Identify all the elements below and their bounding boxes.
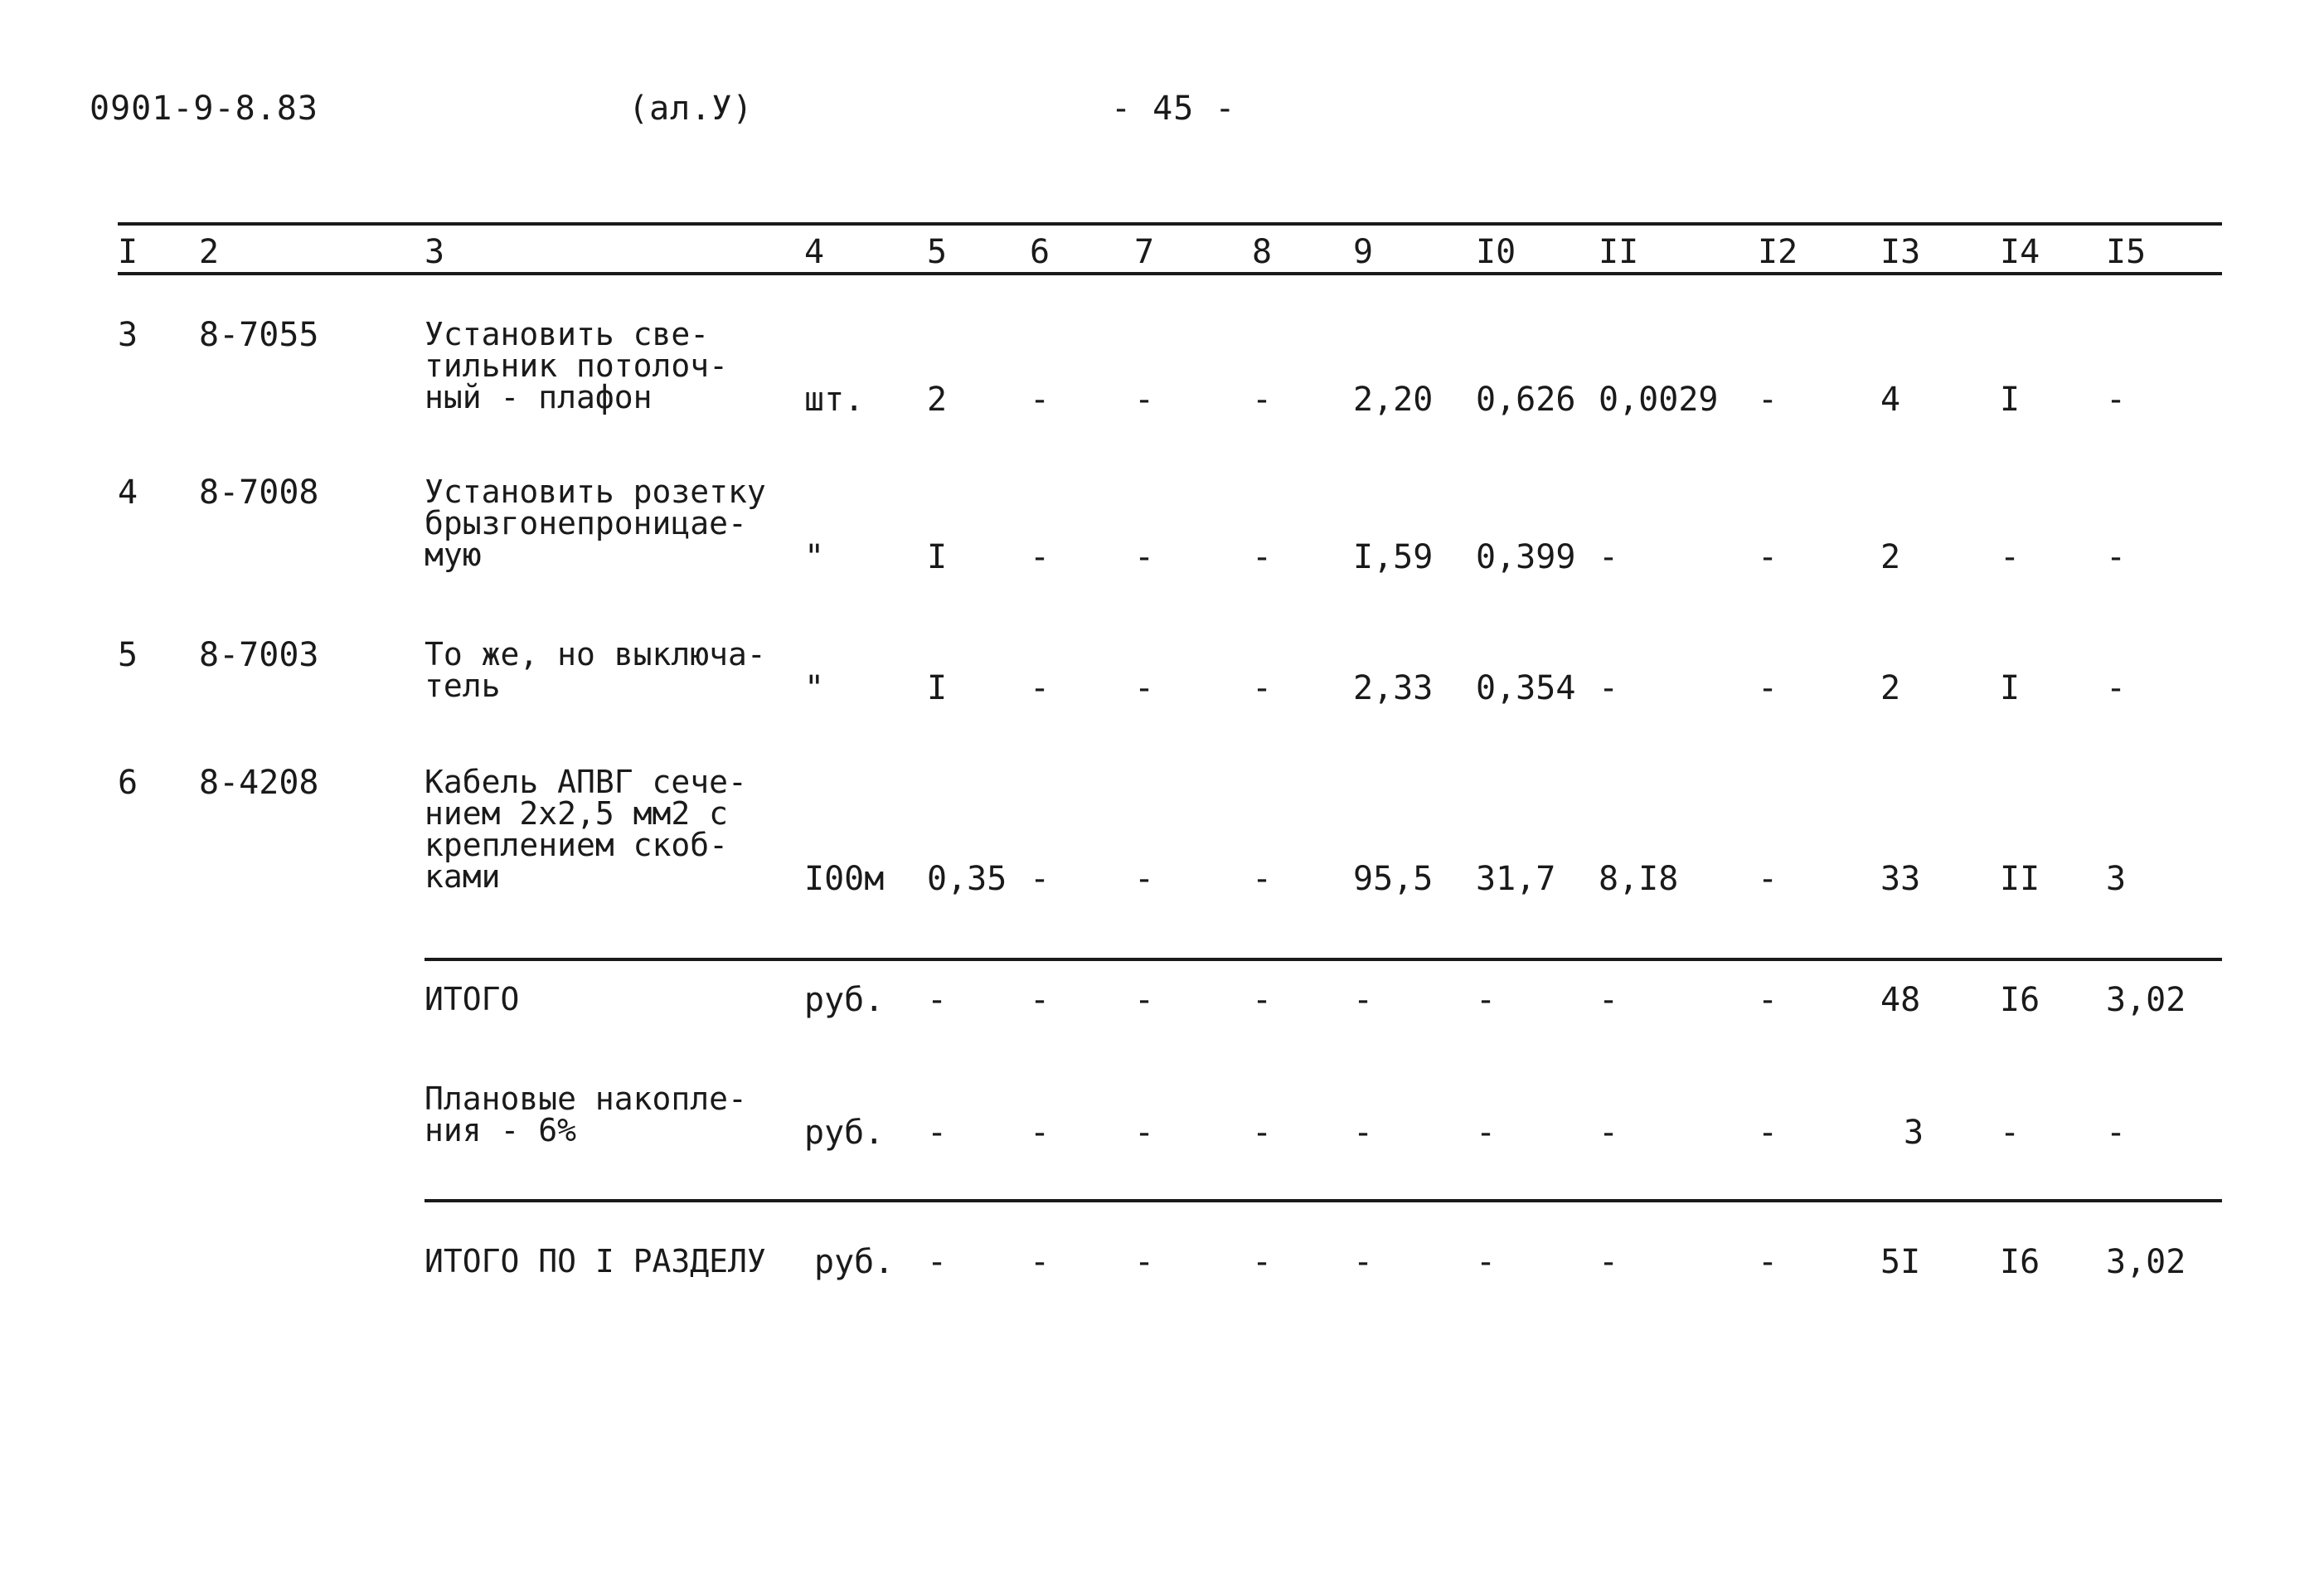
cell-col6: - xyxy=(1030,381,1050,419)
cell-col5: - xyxy=(927,981,948,1019)
cell-col9: 95,5 xyxy=(1353,860,1434,898)
subtotal-rule xyxy=(425,958,2222,961)
cell-col6: - xyxy=(1030,981,1050,1019)
cell-col10: 0,399 xyxy=(1476,538,1576,576)
subtotal-label: ИТОГО xyxy=(425,981,520,1017)
cell-col9: 2,20 xyxy=(1353,381,1434,419)
cell-col15: 3,02 xyxy=(2106,1243,2186,1281)
cell-col9: - xyxy=(1353,1243,1374,1281)
unit: шт. xyxy=(804,381,865,419)
column-header-12: I2 xyxy=(1758,233,1798,271)
cell-col14: I6 xyxy=(2000,1243,2040,1281)
work-description: Установить розетку брызгонепроницае- мую xyxy=(425,473,766,573)
cell-col9: I,59 xyxy=(1353,538,1434,576)
cell-col7: - xyxy=(1134,1243,1155,1281)
cell-col9: - xyxy=(1353,1114,1374,1152)
column-header-10: I0 xyxy=(1476,233,1516,271)
quantity: I xyxy=(927,669,948,707)
quantity: I xyxy=(927,538,948,576)
cell-col11: - xyxy=(1599,981,1619,1019)
section-total-rule xyxy=(425,1199,2222,1202)
cell-col8: - xyxy=(1252,669,1273,707)
cell-col10: 31,7 xyxy=(1476,860,1556,898)
cell-col14: II xyxy=(2000,860,2040,898)
cell-col13: 48 xyxy=(1880,981,1921,1019)
cell-col12: - xyxy=(1758,1243,1778,1281)
cell-col14: I xyxy=(2000,669,2021,707)
section-total-label: ИТОГО ПО I РАЗДЕЛУ xyxy=(425,1243,766,1280)
cell-col15: - xyxy=(2106,538,2127,576)
cell-col10: - xyxy=(1476,1114,1497,1152)
work-description: То же, но выключа- тель xyxy=(425,636,766,704)
cell-col12: - xyxy=(1758,860,1778,898)
rate-code: 8-4208 xyxy=(199,764,319,802)
cell-col12: - xyxy=(1758,1114,1778,1152)
cell-col14: - xyxy=(2000,1114,2021,1152)
cell-col10: 0,354 xyxy=(1476,669,1576,707)
cell-col5: - xyxy=(927,1243,948,1281)
quantity: 0,35 xyxy=(927,860,1007,898)
unit: " xyxy=(804,538,825,576)
table-header-rule xyxy=(118,272,2222,275)
cell-col15: 3 xyxy=(2106,860,2127,898)
cell-col7: - xyxy=(1134,1114,1155,1152)
column-header-13: I3 xyxy=(1880,233,1921,271)
column-header-11: II xyxy=(1599,233,1639,271)
cell-col9: 2,33 xyxy=(1353,669,1434,707)
unit: руб. xyxy=(804,981,885,1019)
column-header-9: 9 xyxy=(1353,233,1374,271)
column-header-15: I5 xyxy=(2106,233,2147,271)
cell-col5: - xyxy=(927,1114,948,1152)
cell-col15: - xyxy=(2106,381,2127,419)
cell-col8: - xyxy=(1252,381,1273,419)
cell-col7: - xyxy=(1134,669,1155,707)
row-number: 3 xyxy=(118,316,138,354)
cell-col13: 4 xyxy=(1880,381,1901,419)
cell-col14: - xyxy=(2000,538,2021,576)
cell-col14: I6 xyxy=(2000,981,2040,1019)
cell-col15: - xyxy=(2106,669,2127,707)
rate-code: 8-7008 xyxy=(199,473,319,512)
quantity: 2 xyxy=(927,381,948,419)
column-header-6: 6 xyxy=(1030,233,1050,271)
cell-col12: - xyxy=(1758,538,1778,576)
work-description: Кабель АПВГ сече- нием 2х2,5 мм2 с креплением скоб- ками xyxy=(425,764,747,895)
column-header-3: 3 xyxy=(425,233,445,271)
cell-col10: - xyxy=(1476,981,1497,1019)
unit: I00м xyxy=(804,860,885,898)
cell-col15: - xyxy=(2106,1114,2127,1152)
column-header-2: 2 xyxy=(199,233,220,271)
column-header-7: 7 xyxy=(1134,233,1155,271)
cell-col10: 0,626 xyxy=(1476,381,1576,419)
rate-code: 8-7003 xyxy=(199,636,319,674)
cell-col7: - xyxy=(1134,538,1155,576)
row-number: 5 xyxy=(118,636,138,674)
cell-col13: 33 xyxy=(1880,860,1921,898)
column-header-14: I4 xyxy=(2000,233,2040,271)
cell-col6: - xyxy=(1030,1114,1050,1152)
cell-col8: - xyxy=(1252,981,1273,1019)
cell-col13: 5I xyxy=(1880,1243,1921,1281)
work-description: Установить све- тильник потолоч- ный - плафон xyxy=(425,316,729,415)
cell-col12: - xyxy=(1758,669,1778,707)
cell-col8: - xyxy=(1252,860,1273,898)
cell-col13: 3 xyxy=(1904,1114,1924,1152)
cell-col9: - xyxy=(1353,981,1374,1019)
cell-col14: I xyxy=(2000,381,2021,419)
table-top-rule xyxy=(118,222,2222,226)
document-code: 0901-9-8.83 xyxy=(90,90,318,128)
cell-col13: 2 xyxy=(1880,669,1901,707)
cell-col6: - xyxy=(1030,1243,1050,1281)
cell-col7: - xyxy=(1134,381,1155,419)
cell-col11: - xyxy=(1599,1114,1619,1152)
unit: руб. xyxy=(804,1114,885,1152)
rate-code: 8-7055 xyxy=(199,316,319,354)
column-header-8: 8 xyxy=(1252,233,1273,271)
cell-col13: 2 xyxy=(1880,538,1901,576)
cell-col11: - xyxy=(1599,1243,1619,1281)
cell-col15: 3,02 xyxy=(2106,981,2186,1019)
row-number: 4 xyxy=(118,473,138,512)
cell-col6: - xyxy=(1030,538,1050,576)
document-note: (ал.У) xyxy=(628,90,754,128)
column-header-4: 4 xyxy=(804,233,825,271)
unit: " xyxy=(804,669,825,707)
planned-accumulations-label: Плановые накопле- ния - 6% xyxy=(425,1080,747,1148)
page-number: - 45 - xyxy=(1111,90,1236,128)
cell-col12: - xyxy=(1758,981,1778,1019)
column-header-1: I xyxy=(118,233,138,271)
cell-col10: - xyxy=(1476,1243,1497,1281)
cell-col8: - xyxy=(1252,1243,1273,1281)
cell-col6: - xyxy=(1030,860,1050,898)
cell-col11: - xyxy=(1599,669,1619,707)
cell-col6: - xyxy=(1030,669,1050,707)
cell-col8: - xyxy=(1252,538,1273,576)
cell-col7: - xyxy=(1134,860,1155,898)
cell-col12: - xyxy=(1758,381,1778,419)
cell-col8: - xyxy=(1252,1114,1273,1152)
row-number: 6 xyxy=(118,764,138,802)
cell-col7: - xyxy=(1134,981,1155,1019)
cell-col11: - xyxy=(1599,538,1619,576)
column-header-5: 5 xyxy=(927,233,948,271)
unit: руб. xyxy=(814,1243,895,1281)
cell-col11: 8,I8 xyxy=(1599,860,1679,898)
cell-col11: 0,0029 xyxy=(1599,381,1719,419)
